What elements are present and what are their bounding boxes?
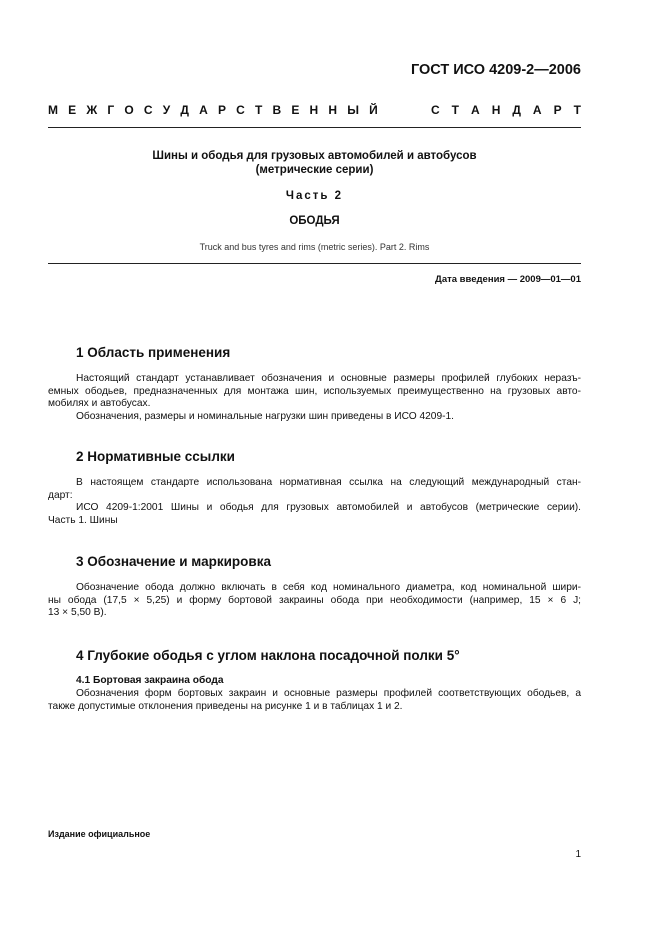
banner-letter: М [48,103,58,117]
section-2-heading: 2 Нормативные ссылки [76,449,235,464]
banner-letter: А [471,103,480,117]
title-rule [48,263,581,264]
banner-word-interstate [48,103,378,117]
english-title: Truck and bus tyres and rims (metric series). Part 2. Rims [199,242,430,252]
title-line2: (метрические серии) [255,164,374,176]
text-line: Обозначения, размеры и номинальные нагрузки шин приведены в ИСО 4209-1. [76,410,455,422]
banner-letter: С [236,103,245,117]
text-line: В настоящем стандарте использована нормативная ссылка на следующий международный стан- [76,477,581,488]
banner-letter: С [143,103,153,117]
interstate-standard-banner [48,103,581,117]
banner-letter: В [272,103,282,117]
banner-letter: У [162,103,171,117]
text-line: Обозначения форм бортовых закраин и основные размеры профилей соответствующих ободьев, а [76,688,581,699]
section-1-paragraph [48,373,581,423]
banner-word-standard [431,103,581,117]
subsection-4-1-heading: 4.1 Бортовая закраина обода [76,675,224,686]
banner-letter: А [199,103,208,117]
section-4-paragraph [48,688,581,713]
part-name: ОБОДЬЯ [289,215,340,227]
text-line: мобилях и автобусах. [48,398,151,409]
banner-letter: О [124,103,134,117]
title-line1: Шины и ободья для грузовых автомобилей и автобусов [152,150,477,162]
banner-letter: Ы [347,103,359,117]
standard-code: ГОСТ ИСО 4209-2—2006 [410,62,581,78]
text-line: ИСО 4209-1:2001 Шины и ободья для грузовых автомобилей и автобусов (метрические серии). [76,502,581,513]
text-line: Обозначение обода должно включать в себя код номинального диаметра, код номинальной шири- [76,582,581,593]
page-number: 1 [575,849,581,860]
introduction-date: Дата введения — 2009—01—01 [435,274,581,285]
part-number: Часть 2 [285,190,344,202]
banner-letter: Е [291,103,300,117]
banner-letter: Д [180,103,189,117]
banner-letter: Н [491,103,501,117]
section-1-heading: 1 Область применения [76,345,231,360]
text-line: Часть 1. Шины [48,514,118,526]
banner-letter: Т [573,103,581,117]
official-edition-label: Издание официальное [48,829,151,839]
text-line: Настоящий стандарт устанавливает обозначения и основные размеры профилей глубоких неразъ- [76,373,581,384]
header-rule [48,127,581,128]
banner-letter: Р [217,103,226,117]
text-line: 13 × 5,50 B). [48,607,107,618]
section-3-paragraph [48,582,581,620]
banner-letter: Н [309,103,319,117]
banner-letter: Д [512,103,521,117]
text-line: емных ободьев, предназначенных для монтажа шин, используемых преимущественно на грузовых авто- [48,385,581,397]
banner-letter: Н [328,103,338,117]
banner-letter: Р [553,103,562,117]
text-line: также допустимые отклонения приведены на рисунке 1 и в таблицах 1 и 2. [48,700,403,712]
section-2-paragraph [48,477,581,527]
section-3-heading: 3 Обозначение и маркировка [76,554,271,569]
banner-letter: Й [369,103,378,117]
text-line: ны обода (17,5 × 5,25) и форму бортовой закраины обода при необходимости (например, 15 × 6 J; [48,594,581,606]
banner-letter: С [431,103,440,117]
banner-letter: Е [68,103,77,117]
banner-letter: Т [451,103,460,117]
banner-letter: А [532,103,542,117]
banner-letter: Т [254,103,263,117]
banner-letter: Г [107,103,115,117]
banner-letter: Ж [86,103,98,117]
section-4-heading: 4 Глубокие ободья с углом наклона посадочной полки 5° [76,648,460,663]
text-line: дарт: [48,489,73,501]
